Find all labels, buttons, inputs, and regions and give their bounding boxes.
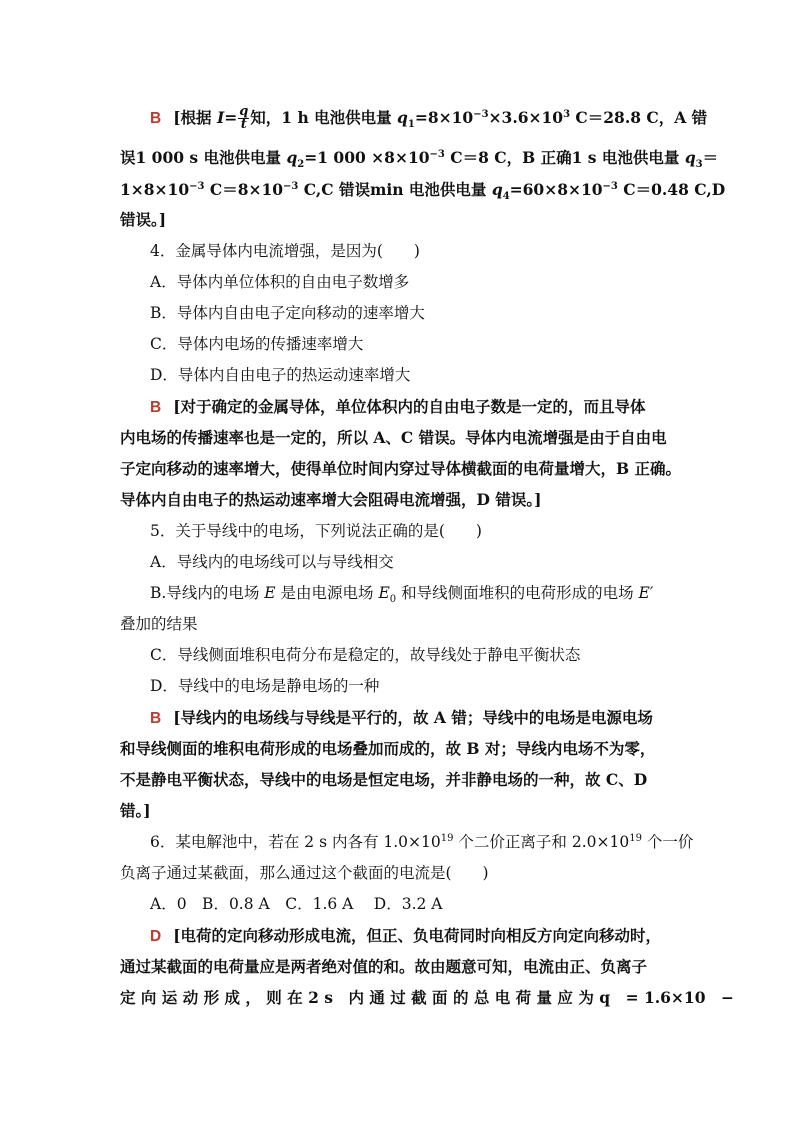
- q4-option-d: D．导体内自由电子的热运动速率增大: [150, 366, 411, 384]
- q6-answer-line-1: D [电荷的定向移动形成电流，但正、负电荷同时向相反方向定向移动时，: [150, 926, 662, 945]
- q5-option-a: A．导线内的电场线可以与导线相交: [150, 553, 394, 571]
- q6-answer-line-2: 通过某截面的电荷量应是两者绝对值的和。故由题意可知，电流由正、负离子: [120, 957, 648, 976]
- q3-answer-letter: B: [150, 109, 162, 127]
- q6-answer-line-3: 定 向 运 动 形 成 ， 则 在 2 s 内 通 过 截 面 的 总 电 荷 量 应 为 q = 1.6×10 −: [120, 988, 734, 1007]
- q5-answer-line-4: 错。]: [120, 801, 151, 820]
- q3-answer-text-1: [根据 I= $\frac{q}{t}$ 知，1 h 电池供电量 $q_1=8\times 10^{-3}\times 3.6\times 10^3$ C＝28.8 C，A 错: [173, 104, 708, 132]
- q4-answer-line-3: 子定向移动的速率增大，使得单位时间内穿过导体横截面的电荷量增大，B 正确。: [120, 459, 681, 478]
- q4-answer-line-4: 导体内自由电子的热运动速率增大会阻碍电流增强，D 错误。]: [120, 490, 542, 509]
- q4-stem: 4．金属导体内电流增强，是因为( ): [150, 242, 420, 260]
- q5-stem: 5．关于导线中的电场，下列说法正确的是( ): [150, 522, 482, 540]
- q4-answer-letter: B: [150, 399, 162, 416]
- q5-option-b-cont: 叠加的结果: [120, 615, 198, 633]
- q3-answer-line-4: 错误。]: [120, 210, 167, 229]
- q5-option-d: D．导线中的电场是静电场的一种: [150, 677, 380, 695]
- q5-answer-line-2: 和导线侧面的堆积电荷形成的电场叠加而成的，故 B 对；导线内电场不为零，: [120, 739, 656, 758]
- q4-answer-line-1: B [对于确定的金属导体，单位体积内的自由电子数是一定的，而且导体: [150, 397, 646, 416]
- q3-answer-line-1: [150, 104, 708, 132]
- q4-option-a: A．导体内单位体积的自由电子数增多: [150, 273, 410, 291]
- q5-answer-line-1: B [导线内的电场线与导线是平行的，故 A 错；导线中的电场是电源电场: [150, 708, 653, 727]
- q4-option-b: B．导体内自由电子定向移动的速率增大: [150, 304, 425, 322]
- q5-option-c: C．导线侧面堆积电荷分布是稳定的，故导线处于静电平衡状态: [150, 646, 581, 664]
- q4-answer-line-2: 内电场的传播速率也是一定的，所以 A、C 错误。导体内电流增强是由于自由电: [120, 428, 667, 447]
- q6-options: A．0 B．0.8 A C．1.6 A D．3.2 A: [150, 895, 443, 913]
- q5-answer-letter: B: [150, 710, 162, 727]
- q6-answer-letter: D: [150, 928, 162, 945]
- q6-stem-line-1: 6．某电解池中，若在 2 s 内各有 $1.0\times 10^{19}$ 个二价正离子和 $2.0\times 10^{19}$ 个一价: [150, 832, 694, 851]
- q4-option-c: C．导体内电场的传播速率增大: [150, 335, 364, 353]
- q3-answer-line-2: 误1 000 s 电池供电量 $q_2=1$ $000 \times 8\times 10^{-3}$ C＝8 C，B 正确1 s 电池供电量 $q_3=$: [120, 148, 719, 171]
- q6-stem-line-2: 负离子通过某截面，那么通过这个截面的电流是( ): [120, 864, 489, 882]
- q3-answer-line-3: $1\times 8\times 10^{-3}$ $C=8\times 10^{-3}$ C,C 错误min 电池供电量 $q_4=60\times 8\times 10^{-3}$ C＝0.48 C,D: [120, 180, 726, 203]
- q5-answer-line-3: 不是静电平衡状态，导线中的电场是恒定电场，并非静电场的一种，故 C、D: [120, 770, 648, 789]
- q5-option-b: B.导线内的电场 E 是由电源电场 $E_0$ 和导线侧面堆积的电荷形成的电场 E′: [150, 584, 654, 606]
- fraction-q-over-t: $\frac{q}{t}$: [239, 104, 249, 132]
